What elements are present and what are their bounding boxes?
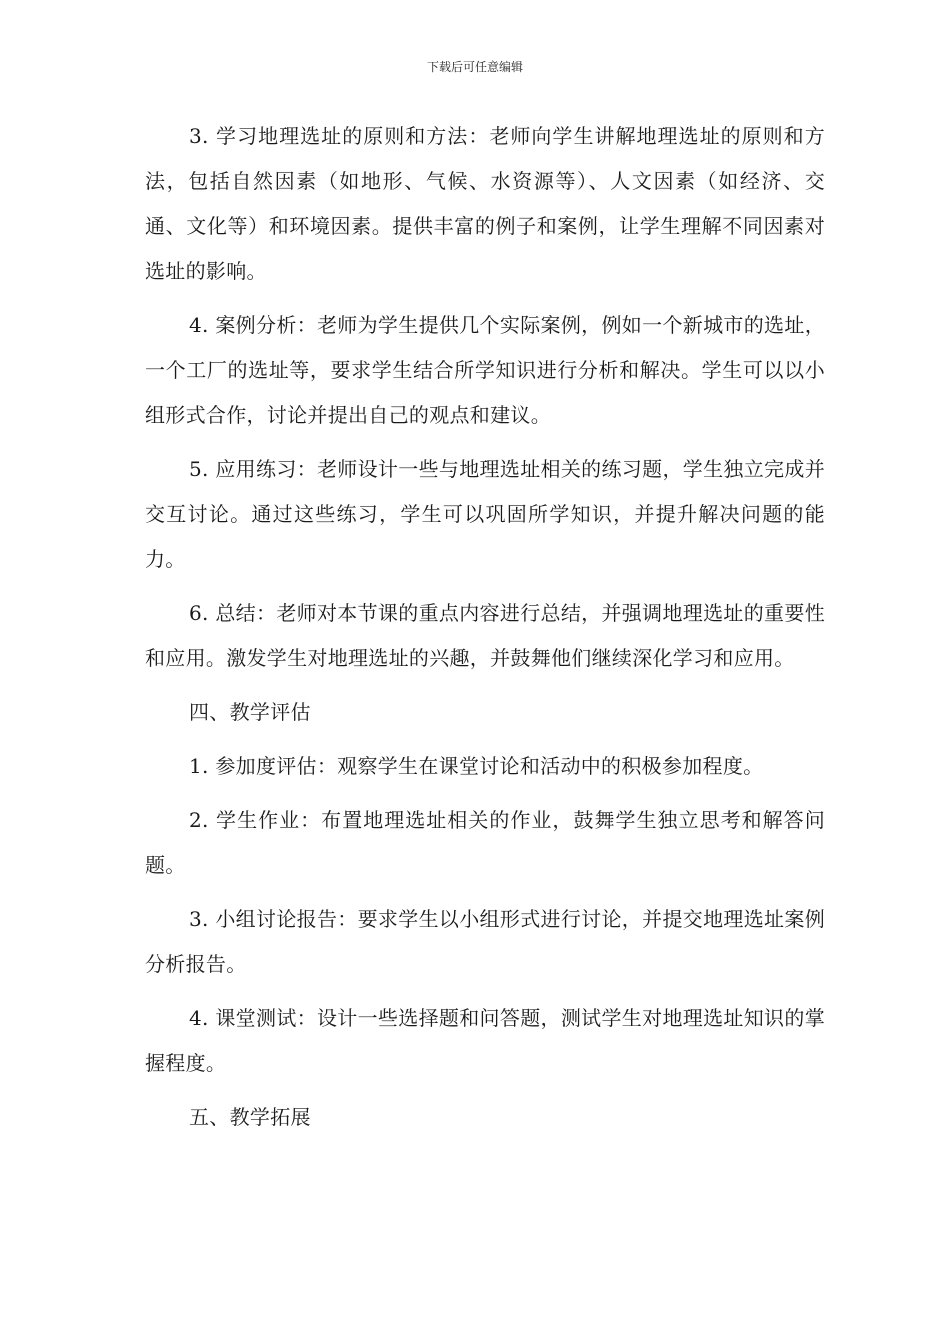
section-heading-extension: 五、教学拓展 bbox=[189, 1105, 311, 1129]
paragraph-eval-2: 2. 学生作业：布置地理选址相关的作业，鼓舞学生独立思考和解答问题。 bbox=[145, 808, 825, 877]
paragraph-step-6: 6. 总结：老师对本节课的重点内容进行总结，并强调地理选址的重要性和应用。激发学生对地理选址的兴趣，并鼓舞他们继续深化学习和应用。 bbox=[145, 601, 825, 670]
paragraph-step-3: 3. 学习地理选址的原则和方法：老师向学生讲解地理选址的原则和方法，包括自然因素（如地形、气候、水资源等）、人文因素（如经济、交通、文化等）和环境因素。提供丰富的例子和案例，让学生理解不同因素对选址的影响。 bbox=[145, 124, 825, 283]
page-header-note: 下载后可任意编辑 bbox=[426, 60, 523, 74]
paragraph-eval-4: 4. 课堂测试：设计一些选择题和问答题，测试学生对地理选址知识的掌握程度。 bbox=[145, 1006, 825, 1075]
paragraph-step-5: 5. 应用练习：老师设计一些与地理选址相关的练习题，学生独立完成并交互讨论。通过这些练习，学生可以巩固所学知识，并提升解决问题的能力。 bbox=[145, 457, 825, 571]
paragraph-eval-3: 3. 小组讨论报告：要求学生以小组形式进行讨论，并提交地理选址案例分析报告。 bbox=[145, 907, 825, 976]
document-body bbox=[145, 114, 825, 1149]
paragraph-step-4: 4. 案例分析：老师为学生提供几个实际案例，例如一个新城市的选址，一个工厂的选址等，要求学生结合所学知识进行分析和解决。学生可以以小组形式合作，讨论并提出自己的观点和建议。 bbox=[145, 313, 825, 427]
section-heading-evaluation: 四、教学评估 bbox=[189, 700, 311, 724]
paragraph-eval-1: 1. 参加度评估：观察学生在课堂讨论和活动中的积极参加程度。 bbox=[189, 754, 764, 778]
